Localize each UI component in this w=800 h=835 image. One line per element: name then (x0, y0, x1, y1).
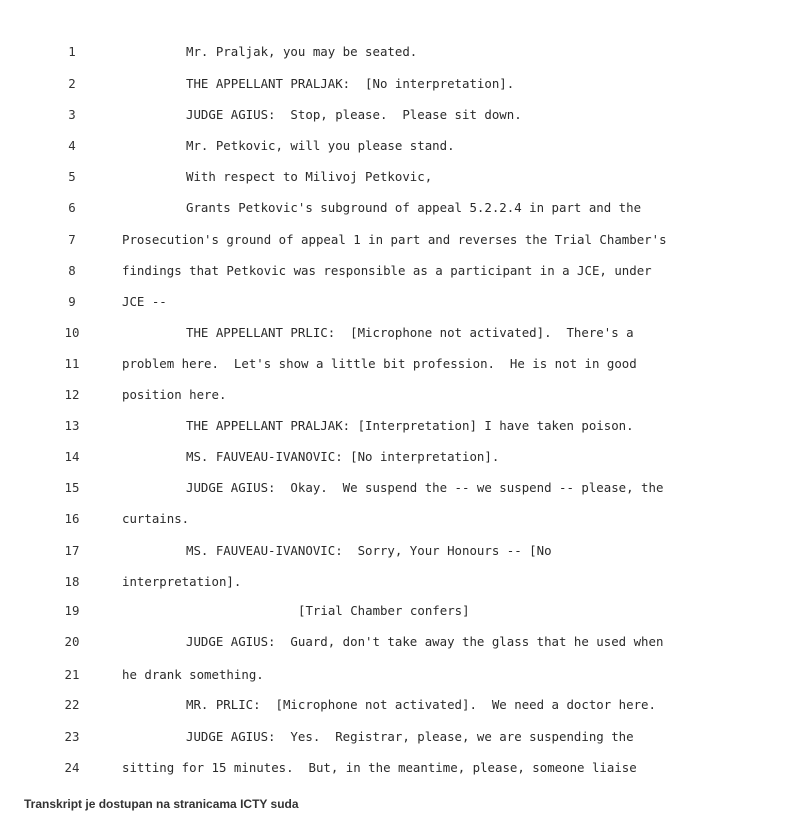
line-number: 12 (64, 387, 80, 402)
line-number: 24 (64, 760, 80, 775)
line-number: 10 (64, 325, 80, 340)
transcript-line (0, 197, 800, 219)
line-text: problem here. Let's show a little bit profession. He is not in good (122, 356, 637, 371)
transcript-line (0, 757, 800, 779)
transcript-line (0, 322, 800, 344)
line-number: 6 (68, 200, 76, 215)
line-text: THE APPELLANT PRLIC: [Microphone not activated]. There's a (186, 325, 634, 340)
line-number: 3 (68, 107, 76, 122)
line-text: THE APPELLANT PRALJAK: [Interpretation] I have taken poison. (186, 418, 634, 433)
transcript-line (0, 353, 800, 375)
transcript-line (0, 726, 800, 748)
line-text: JUDGE AGIUS: Yes. Registrar, please, we are suspending the (186, 729, 634, 744)
line-text: JUDGE AGIUS: Guard, don't take away the glass that he used when (186, 634, 664, 649)
line-number: 11 (64, 356, 80, 371)
line-number: 1 (68, 44, 76, 59)
line-number: 8 (68, 263, 76, 278)
line-number: 22 (64, 697, 80, 712)
transcript-line (0, 73, 800, 95)
line-text: Mr. Petkovic, will you please stand. (186, 138, 455, 153)
line-text: curtains. (122, 511, 190, 526)
line-text: sitting for 15 minutes. But, in the meantime, please, someone liaise (122, 760, 637, 775)
line-number: 23 (64, 729, 80, 744)
transcript-line (0, 41, 800, 63)
line-number: 14 (64, 449, 80, 464)
transcript-line (0, 229, 800, 251)
line-text: JCE -- (122, 294, 167, 309)
transcript-line (0, 508, 800, 530)
transcript-line (0, 384, 800, 406)
transcript-line (0, 664, 800, 686)
line-text: he drank something. (122, 667, 264, 682)
transcript-line (0, 260, 800, 282)
line-number: 15 (64, 480, 80, 495)
line-number: 4 (68, 138, 76, 153)
line-text: interpretation]. (122, 574, 242, 589)
transcript-line (0, 415, 800, 437)
transcript-line (0, 104, 800, 126)
line-text: findings that Petkovic was responsible as a participant in a JCE, under (122, 263, 652, 278)
transcript-line (0, 477, 800, 499)
line-text: With respect to Milivoj Petkovic, (186, 169, 433, 184)
line-number: 13 (64, 418, 80, 433)
line-text: Prosecution's ground of appeal 1 in part and reverses the Trial Chamber's (122, 232, 667, 247)
line-number: 5 (68, 169, 76, 184)
line-text: Grants Petkovic's subground of appeal 5.2.2.4 in part and the (186, 200, 642, 215)
line-text: JUDGE AGIUS: Stop, please. Please sit down. (186, 107, 522, 122)
transcript-line (0, 135, 800, 157)
line-number: 19 (64, 603, 80, 618)
line-number: 20 (64, 634, 80, 649)
line-number: 16 (64, 511, 80, 526)
line-text: position here. (122, 387, 227, 402)
line-text: MS. FAUVEAU-IVANOVIC: Sorry, Your Honours -- [No (186, 543, 552, 558)
transcript-line (0, 694, 800, 716)
line-number: 9 (68, 294, 76, 309)
transcript-line (0, 446, 800, 468)
line-number: 2 (68, 76, 76, 91)
transcript-line (0, 540, 800, 562)
line-number: 7 (68, 232, 76, 247)
line-text: MR. PRLIC: [Microphone not activated]. We need a doctor here. (186, 697, 656, 712)
line-text: THE APPELLANT PRALJAK: [No interpretation]. (186, 76, 515, 91)
image-caption: Transkript je dostupan na stranicama ICTY suda (24, 797, 299, 811)
transcript-line (0, 291, 800, 313)
line-number: 18 (64, 574, 80, 589)
line-text: Mr. Praljak, you may be seated. (186, 44, 418, 59)
line-text: [Trial Chamber confers] (298, 603, 470, 618)
line-text: JUDGE AGIUS: Okay. We suspend the -- we suspend -- please, the (186, 480, 664, 495)
transcript-line (0, 166, 800, 188)
transcript-line (0, 631, 800, 653)
transcript-line (0, 571, 800, 593)
line-number: 21 (64, 667, 80, 682)
line-number: 17 (64, 543, 80, 558)
transcript-line (0, 600, 800, 622)
line-text: MS. FAUVEAU-IVANOVIC: [No interpretation]. (186, 449, 500, 464)
